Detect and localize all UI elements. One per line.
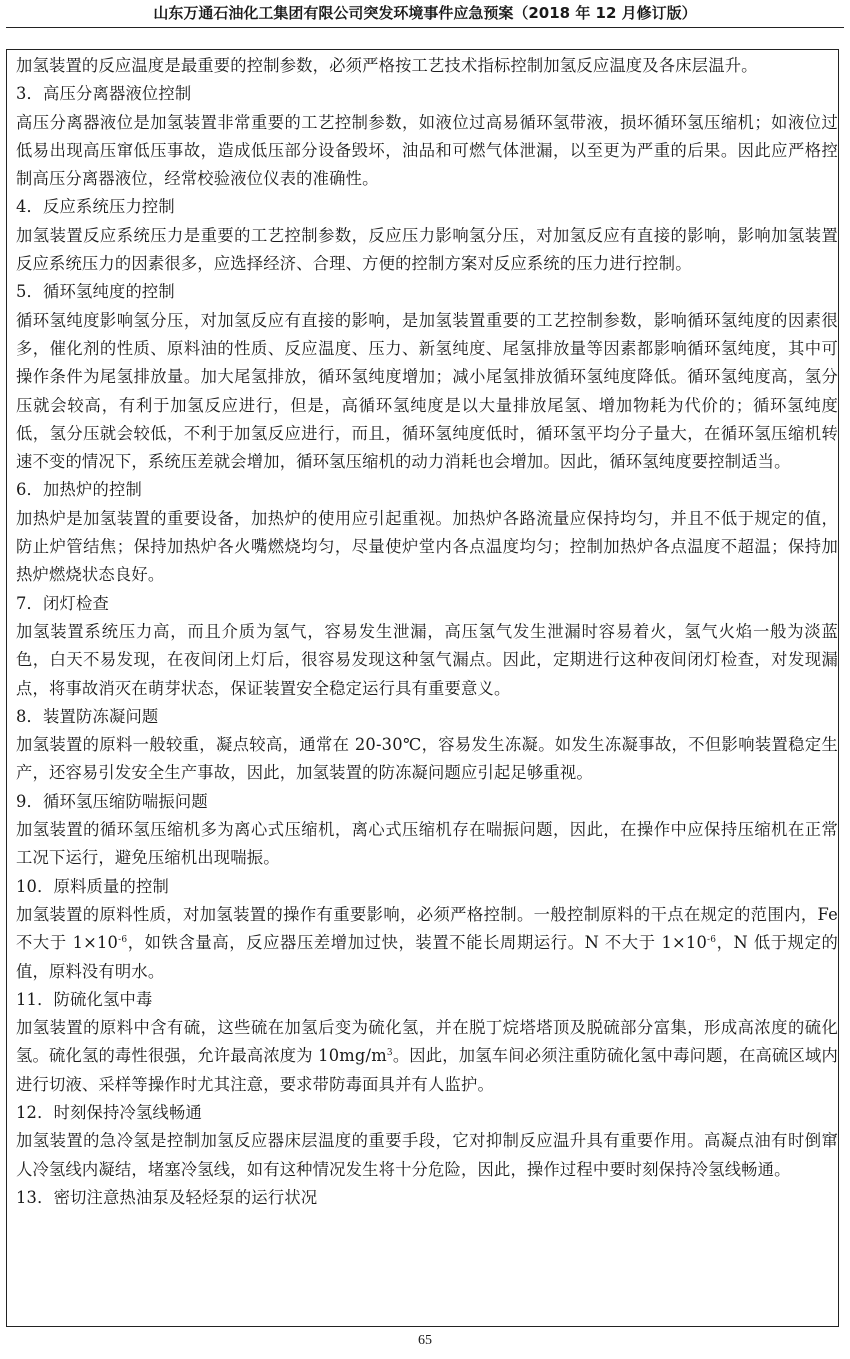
section-10-body bbox=[16, 901, 838, 986]
section-11-text-a: 加氢装置的原料中含有硫，这些硫在加氢后变为硫化氢，并在脱丁烷塔塔顶及脱硫部分富集，形成高浓度的硫化氢。硫化氢的毒性很强，允许最高浓度为 10mg/m bbox=[16, 1018, 838, 1066]
section-3-heading: 3．高压分离器液位控制 bbox=[16, 84, 192, 104]
section-10-text-a: 加氢装置的原料性质，对加氢装置的操作有重要影响，必须严格控制。一般控制原料的干点在规定的范围内，Fe 不大于 1×10 bbox=[16, 904, 838, 953]
section-6-body: 加热炉是加氢装置的重要设备，加热炉的使用应引起重视。加热炉各路流量应保持均匀，并且不低于规定的值，防止炉管结焦；保持加热炉各火嘴燃烧均匀，尽量使炉堂内各点温度均匀；控制加热炉各点温度不超温；保持加热炉燃烧状态良好。 bbox=[16, 508, 838, 585]
header-divider bbox=[6, 27, 844, 28]
section-3-body: 高压分离器液位是加氢装置非常重要的工艺控制参数，如液位过高易循环氢带液，损坏循环氢压缩机；如液位过低易出现高压窜低压事故，造成低压部分设备毁坏，油品和可燃气体泄漏，以至更为严重的后果。因此应严格控制高压分离器液位，经常校验液位仪表的准确性。 bbox=[16, 112, 838, 189]
section-10-text-c: ，N 低于规定的值，原料没有明水。 bbox=[16, 933, 838, 981]
intro-paragraph: 加氢装置的反应温度是最重要的控制参数，必须严格按工艺技术指标控制加氢反应温度及各床层温升。 bbox=[16, 56, 758, 75]
section-11-text-b: 。因此，加氢车间必须注重防硫化氢中毒问题，在高硫区域内进行切液、采样等操作时尤其注意，要求带防毒面具并有人监护。 bbox=[16, 1046, 838, 1094]
section-10-superscript-b: -6 bbox=[707, 935, 717, 946]
page-number: 65 bbox=[418, 1333, 432, 1348]
section-11-superscript: 3 bbox=[386, 1048, 393, 1059]
document-body bbox=[16, 52, 838, 1212]
section-6-heading: 6．加热炉的控制 bbox=[16, 480, 142, 500]
section-9-body: 加氢装置的循环氢压缩机多为离心式压缩机，离心式压缩机存在喘振问题，因此，在操作中应保持压缩机在正常工况下运行，避免压缩机出现喘振。 bbox=[16, 820, 838, 868]
section-12-heading: 12．时刻保持冷氢线畅通 bbox=[16, 1102, 202, 1122]
section-11-body bbox=[16, 1014, 838, 1099]
section-10-superscript-a: -6 bbox=[118, 935, 128, 946]
section-12-body: 加氢装置的急冷氢是控制加氢反应器床层温度的重要手段，它对抑制反应温升具有重要作用。高凝点油有时倒窜人冷氢线内凝结，堵塞冷氢线，如有这种情况发生将十分危险，因此，操作过程中要时刻保持冷氢线畅通。 bbox=[16, 1131, 838, 1179]
section-4-heading: 4．反应系统压力控制 bbox=[16, 197, 175, 217]
section-9-heading: 9．循环氢压缩防喘振问题 bbox=[16, 791, 208, 811]
section-10-text-b: ，如铁含量高，反应器压差增加过快，装置不能长周期运行。N 不大于 1×10 bbox=[127, 933, 708, 953]
section-7-heading: 7．闭灯检查 bbox=[16, 593, 109, 613]
section-4-body: 加氢装置反应系统压力是重要的工艺控制参数，反应压力影响氢分压，对加氢反应有直接的影响，影响加氢装置反应系统压力的因素很多，应选择经济、合理、方便的控制方案对反应系统的压力进行控制。 bbox=[16, 225, 838, 274]
section-13-heading: 13．密切注意热油泵及轻烃泵的运行状况 bbox=[16, 1187, 318, 1207]
section-7-body: 加氢装置系统压力高，而且介质为氢气，容易发生泄漏，高压氢气发生泄漏时容易着火，氢气火焰一般为淡蓝色，白天不易发现，在夜间闭上灯后，很容易发现这种氢气漏点。因此，定期进行这种夜间闭灯检查，对发现漏点，将事故消灭在萌芽状态，保证装置安全稳定运行具有重要意义。 bbox=[16, 621, 838, 698]
section-8-heading: 8．装置防冻凝问题 bbox=[16, 706, 159, 726]
page-header: 山东万通石油化工集团有限公司突发环境事件应急预案（2018 年 12 月修订版） bbox=[153, 4, 697, 22]
section-5-body: 循环氢纯度影响氢分压，对加氢反应有直接的影响，是加氢装置重要的工艺控制参数，影响循环氢纯度的因素很多，催化剂的性质、原料油的性质、反应温度、压力、新氢纯度、尾氢排放量等因素都影响循环氢纯度，其中可操作条件为尾氢排放量。加大尾氢排放，循环氢纯度增加；减小尾氢排放循环氢纯度降低。循环氢纯度高，氢分压就会较高，有利于加氢反应进行，但是，高循环氢纯度是以大量排放尾氢、增加物耗为代价的；循环氢纯度低，氢分压就会较低，不利于加氢反应进行，而且，循环氢纯度低时，循环氢平均分子量大，在循环氢压缩机转速不变的情况下，系统压差就会增加，循环氢压缩机的动力消耗也会增加。因此，循环氢纯度要控制适当。 bbox=[16, 310, 838, 472]
section-5-heading: 5．循环氢纯度的控制 bbox=[16, 282, 175, 302]
section-8-body: 加氢装置的原料一般较重，凝点较高，通常在 20-30℃，容易发生冻凝。如发生冻凝事故，不但影响装置稳定生产，还容易引发安全生产事故，因此，加氢装置的防冻凝问题应引起足够重视。 bbox=[16, 735, 838, 783]
section-10-heading: 10．原料质量的控制 bbox=[16, 876, 169, 896]
section-11-heading: 11．防硫化氢中毒 bbox=[16, 989, 153, 1009]
